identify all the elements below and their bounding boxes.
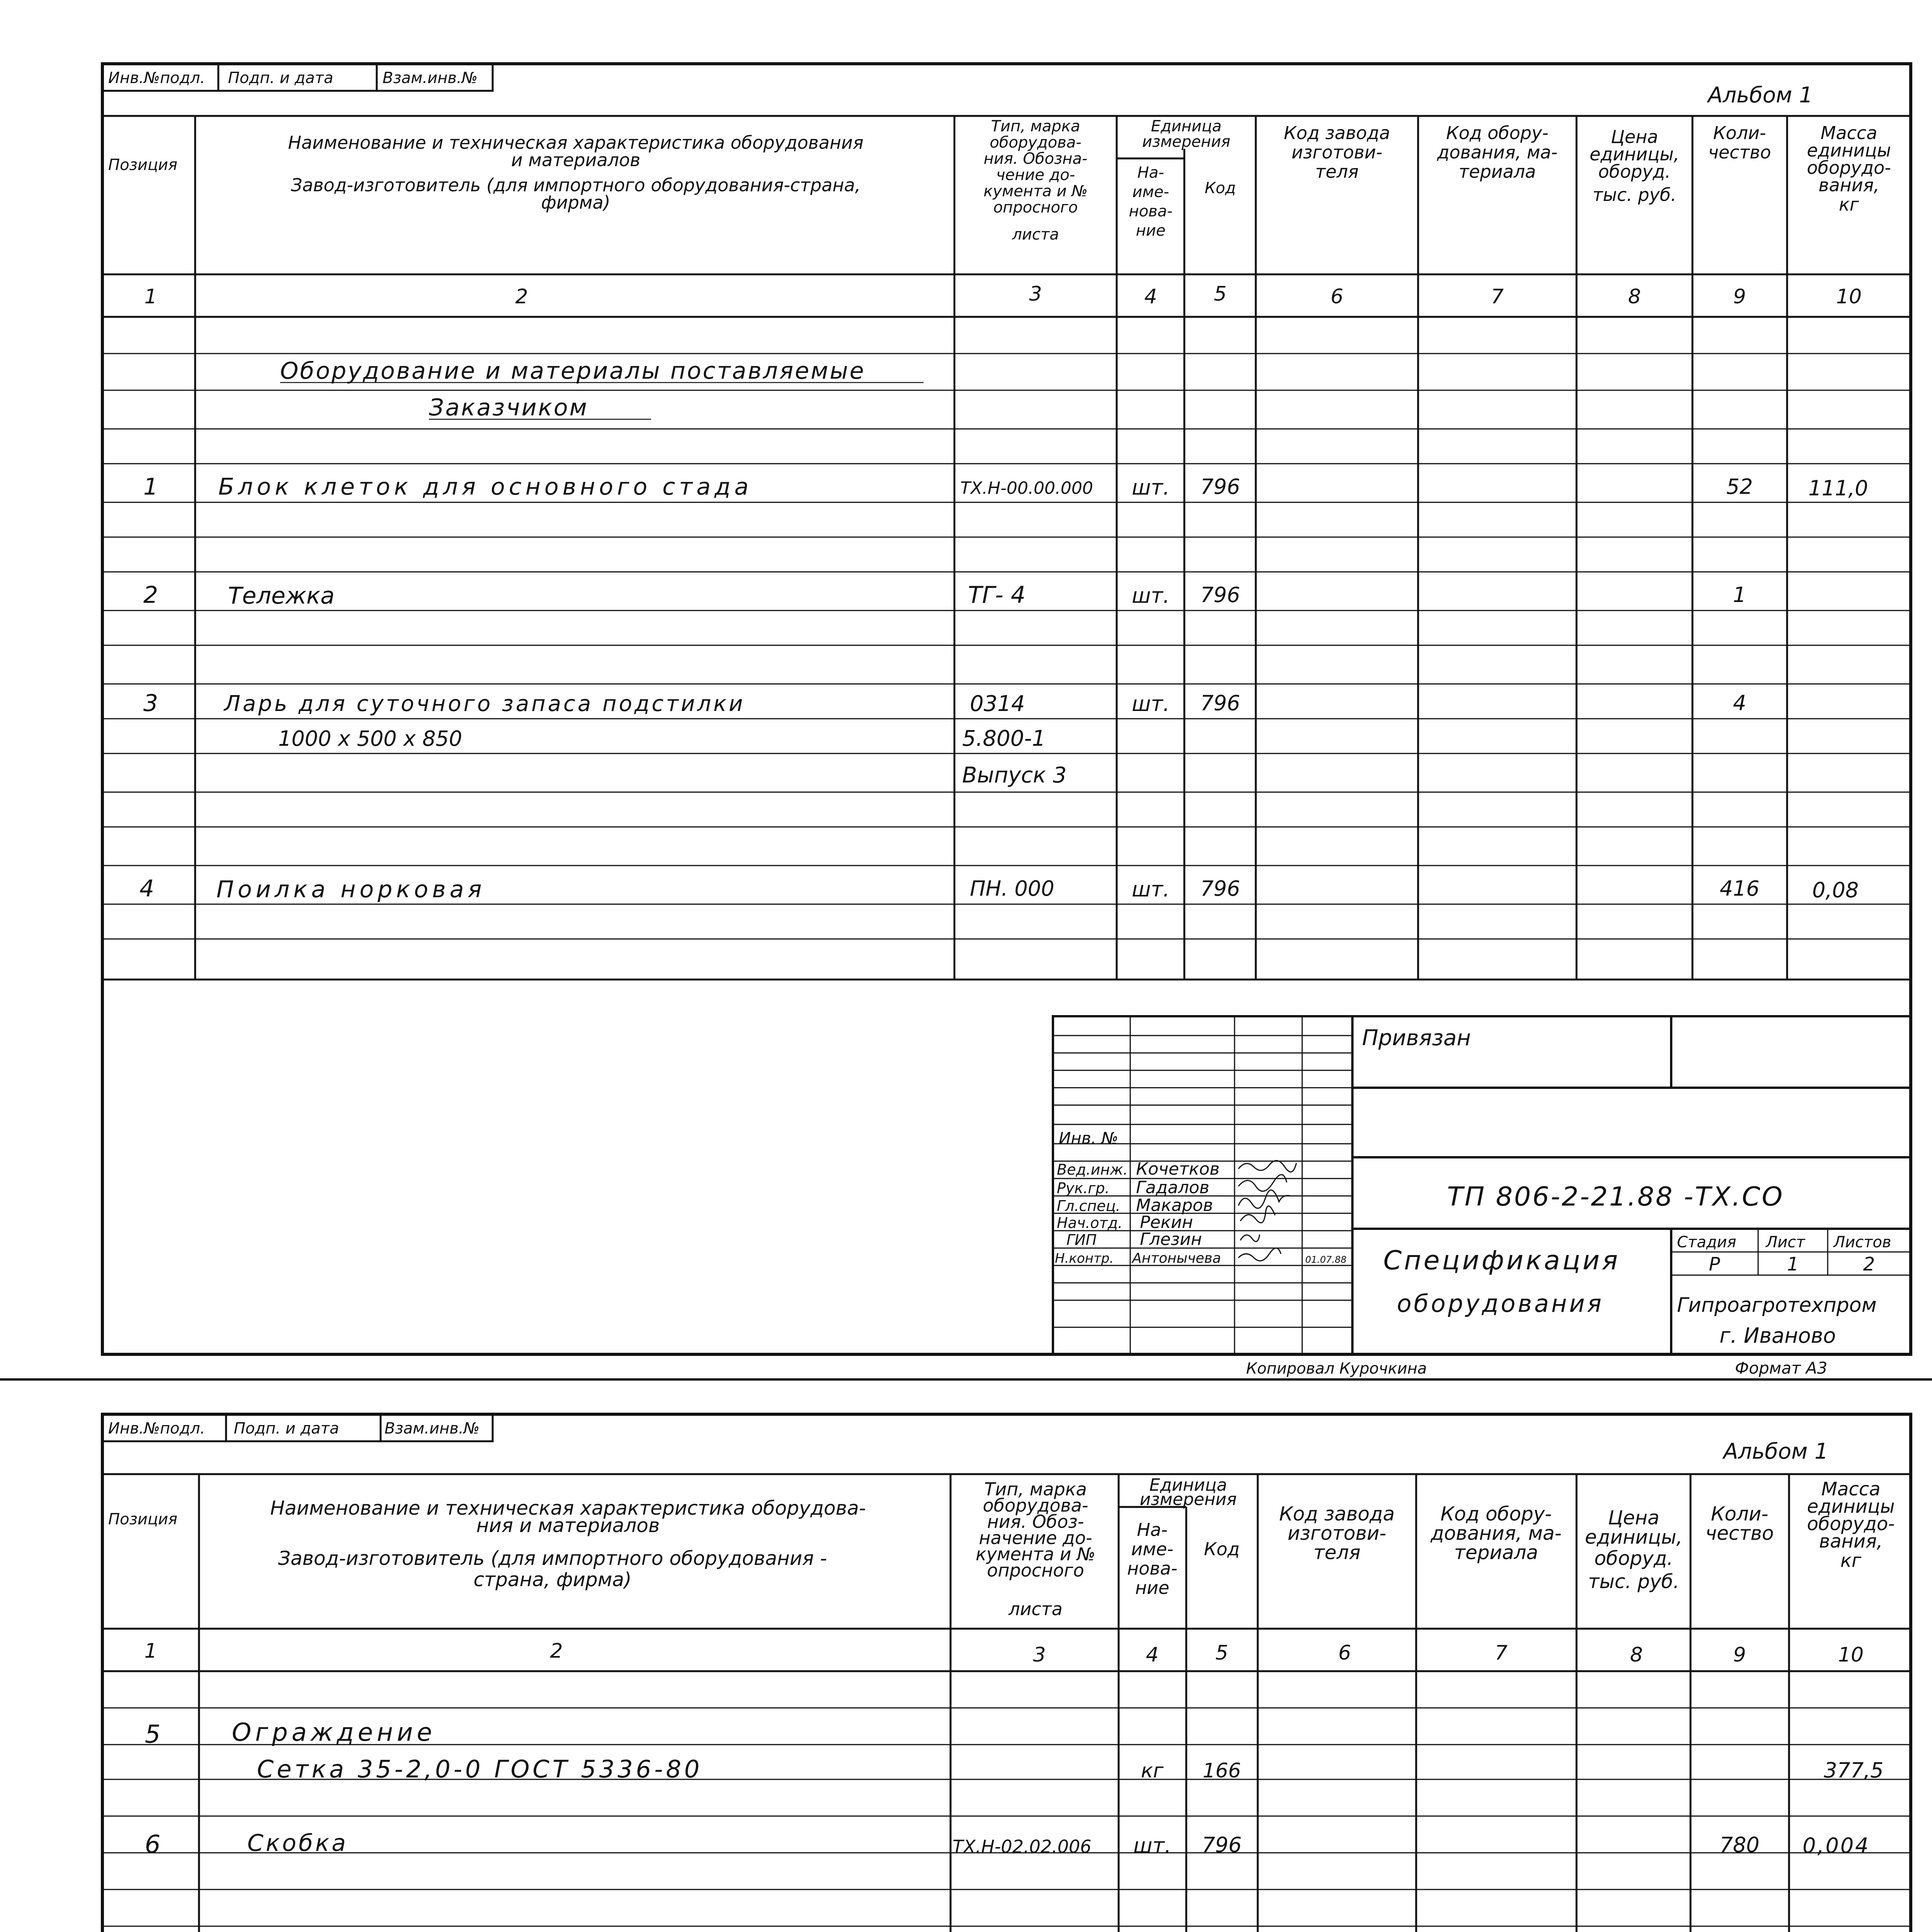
row-code: 796 (1202, 1833, 1242, 1857)
sheet-value: 1 (1787, 1253, 1799, 1275)
person-name: Антонычева (1132, 1250, 1221, 1266)
row-type-3: Выпуск 3 (962, 763, 1067, 788)
header-equip-l2: дования, ма- (1430, 1522, 1562, 1544)
stamp-inv: Инв.№подл. (108, 1420, 205, 1437)
colnum: 5 (1214, 282, 1227, 306)
header-position: Позиция (108, 156, 178, 174)
colnum: 10 (1836, 285, 1862, 308)
header-equip: Код обору- (1446, 122, 1549, 143)
colnum: 2 (550, 1639, 563, 1663)
row-code: 166 (1202, 1759, 1241, 1782)
header-qty-l2: чество (1705, 1522, 1774, 1544)
role-label: Рук.гр. (1057, 1180, 1110, 1197)
doc-code: ТП 806-2-21.88 -ТХ.СО (1447, 1182, 1784, 1212)
row-mass: 111,0 (1808, 476, 1868, 500)
header-unit-name-l4: ние (1135, 1577, 1170, 1598)
header-type-l2: оборудова- (983, 1495, 1088, 1516)
person-name: Кочетков (1136, 1159, 1220, 1179)
copied-by: Копировал Курочкина (1246, 1360, 1427, 1378)
header-type-l6: опросного (993, 199, 1078, 216)
header-equip: Код обору- (1440, 1503, 1552, 1525)
sheet1-title-block-text (1055, 1026, 1891, 1378)
row-qty: 780 (1719, 1833, 1760, 1857)
inv-label: Инв. № (1059, 1129, 1119, 1148)
person-name: Гадалов (1136, 1178, 1209, 1197)
stage-header: Стадия (1677, 1233, 1736, 1251)
header-price-l2: единицы, (1589, 144, 1680, 165)
header-price-l4: тыс. руб. (1588, 1570, 1679, 1593)
row-unit: кг (1141, 1759, 1164, 1782)
header-mass-l5: кг (1839, 194, 1859, 215)
person-name: Глезин (1140, 1230, 1202, 1249)
header-type-l6: опросного (987, 1560, 1084, 1581)
header-equip-l3: териала (1454, 1541, 1538, 1564)
header-unit-l2: измерения (1142, 133, 1231, 151)
colnum: 9 (1733, 285, 1746, 308)
role-label: Н.контр. (1055, 1251, 1114, 1266)
header-mass: Масса (1821, 1478, 1881, 1500)
header-price-l3: оборуд. (1598, 161, 1671, 182)
sheet2-table-header (108, 1475, 1895, 1619)
row-unit: шт. (1131, 877, 1170, 901)
colnum: 7 (1491, 285, 1504, 308)
row-mass: 0,004 (1803, 1833, 1870, 1858)
header-equip-l3: териала (1459, 161, 1536, 182)
colnum: 1 (144, 285, 157, 308)
sheets-header: Листов (1833, 1233, 1891, 1251)
header-mass-l2: единицы (1807, 1496, 1895, 1517)
header-name: Наименование и техническая характеристика оборудова- (270, 1497, 866, 1519)
header-name-l3: Завод-изготовитель (для импортного оборудования - (278, 1547, 827, 1570)
header-type: Тип, марка (991, 117, 1080, 135)
sheet1-rows (139, 473, 1868, 903)
table-row (139, 875, 1859, 903)
row-name-2: Сетка 35-2,0-0 ГОСТ 5336-80 (257, 1755, 703, 1783)
colnum: 9 (1733, 1643, 1746, 1667)
doc-title-l2: оборудования (1397, 1289, 1604, 1318)
header-plant-l3: теля (1313, 1541, 1361, 1564)
colnum: 4 (1146, 1643, 1159, 1667)
header-unit-name-l3: нова- (1127, 1558, 1178, 1579)
header-type-l7: листа (1012, 226, 1059, 243)
header-type-l3: ния. Обозна- (983, 150, 1088, 168)
row-name: Тележка (228, 582, 335, 609)
sheet2-column-numbers (144, 1639, 1864, 1667)
header-price-l3: оборуд. (1594, 1547, 1673, 1570)
org-city: г. Иваново (1719, 1323, 1836, 1348)
header-unit-name: На- (1137, 1519, 1168, 1540)
header-type-l7: листа (1009, 1599, 1063, 1619)
header-price-l4: тыс. руб. (1592, 184, 1677, 205)
row-name-2: 1000 х 500 х 850 (278, 726, 463, 751)
row-pos: 6 (145, 1830, 161, 1859)
stamp-sign: Подп. и дата (228, 69, 333, 87)
sheet1-section-heading (280, 357, 866, 421)
table-row (143, 473, 1868, 500)
header-plant: Код завода (1284, 122, 1390, 143)
colnum: 6 (1338, 1641, 1351, 1665)
row-unit: шт. (1131, 583, 1170, 608)
header-type-l2: оборудова- (990, 134, 1082, 151)
table-row (143, 582, 1746, 609)
row-unit: шт. (1133, 1833, 1172, 1858)
album-label: Альбом 1 (1723, 1439, 1828, 1464)
header-unit-name: На- (1137, 164, 1164, 182)
header-unit: Единица (1149, 1475, 1227, 1495)
format-label: Формат А3 (1735, 1359, 1828, 1378)
colnum: 8 (1628, 285, 1641, 308)
row-pos: 1 (143, 473, 158, 500)
role-label: ГИП (1066, 1231, 1097, 1248)
section-heading-l1: Оборудование и материалы поставляемые (280, 357, 866, 384)
row-name: Скобка (247, 1830, 348, 1857)
row-name: Поилка норковая (216, 876, 486, 903)
section-heading-l2: Заказчиком (429, 394, 588, 421)
row-pos: 3 (143, 690, 158, 717)
colnum: 3 (1033, 1643, 1046, 1667)
colnum: 8 (1630, 1643, 1643, 1667)
header-unit: Единица (1151, 117, 1222, 135)
stamp-sign: Подп. и дата (234, 1420, 339, 1437)
header-mass-l4: вания, (1818, 175, 1879, 196)
header-mass: Масса (1820, 122, 1878, 143)
header-mass-l5: кг (1840, 1550, 1862, 1571)
role-label: Вед.инж. (1057, 1161, 1128, 1178)
row-qty: 1 (1733, 583, 1747, 607)
row-type: ТХ.Н-00.00.000 (960, 478, 1093, 498)
header-type-l4: чение до- (996, 166, 1075, 184)
privyazan-label: Привязан (1362, 1026, 1471, 1051)
header-position: Позиция (108, 1510, 178, 1528)
doc-title-l1: Спецификация (1383, 1245, 1620, 1276)
row-code: 796 (1200, 691, 1240, 715)
header-plant-l2: изготови- (1291, 142, 1383, 163)
row-mass: 377,5 (1824, 1758, 1884, 1782)
row-name: Ограждение (232, 1718, 436, 1747)
header-name-l4: фирма) (541, 192, 611, 213)
header-mass-l3: оборудо- (1807, 1513, 1895, 1535)
header-qty-l2: чество (1708, 142, 1771, 163)
row-name: Блок клеток для основного стада (218, 473, 753, 500)
sheet2-rows (145, 1718, 1884, 1859)
header-name-l2: и материалов (511, 150, 641, 170)
header-price: Цена (1608, 1507, 1660, 1529)
sheet2-stamp (108, 1420, 480, 1437)
header-type-l4: начение до- (979, 1527, 1092, 1548)
header-plant-l2: изготови- (1287, 1522, 1386, 1544)
header-unit-code: Код (1204, 1539, 1240, 1560)
sheet1-table-header (108, 117, 1891, 243)
header-qty: Коли- (1711, 1503, 1769, 1525)
row-pos: 5 (145, 1720, 161, 1749)
header-price: Цена (1611, 126, 1658, 147)
header-plant-l3: теля (1315, 161, 1359, 182)
header-type-l5: кумента и № (983, 182, 1088, 200)
header-mass-l2: единицы (1807, 140, 1891, 161)
person-name: Рекин (1140, 1213, 1193, 1232)
header-plant: Код завода (1279, 1503, 1395, 1525)
header-type-l3: ния. Обоз- (987, 1511, 1084, 1532)
header-equip-l2: дования, ма- (1437, 142, 1558, 163)
header-unit-name-l2: име- (1132, 183, 1169, 201)
role-label: Гл.спец. (1057, 1197, 1121, 1214)
header-unit-code: Код (1204, 179, 1236, 197)
row-type: ПН. 000 (970, 876, 1054, 901)
header-unit-name-l4: ние (1136, 222, 1166, 240)
row-qty: 52 (1726, 474, 1753, 499)
colnum: 3 (1029, 282, 1042, 306)
header-type: Тип, марка (984, 1479, 1087, 1500)
stamp-vzam: Взам.инв.№ (384, 1420, 480, 1437)
row-qty: 4 (1733, 691, 1747, 715)
colnum: 5 (1215, 1641, 1228, 1665)
role-label: Нач.отд. (1057, 1214, 1123, 1231)
stamp-vzam: Взам.инв.№ (383, 69, 478, 87)
row-pos: 2 (143, 582, 158, 609)
table-row (143, 690, 1746, 788)
colnum: 10 (1838, 1643, 1864, 1667)
table-row (145, 1830, 1870, 1859)
header-mass-l3: оборудо- (1807, 157, 1891, 178)
stage-value: Р (1709, 1253, 1720, 1275)
colnum: 1 (144, 1639, 157, 1663)
header-type-l5: кумента и № (975, 1544, 1096, 1565)
header-name-l4: страна, фирма) (473, 1568, 632, 1591)
row-name: Ларь для суточного запаса подстилки (224, 691, 745, 716)
header-name: Наименование и техническая характеристика оборудования (288, 132, 864, 153)
sheets-value: 2 (1863, 1253, 1875, 1275)
header-unit-name-l2: име- (1131, 1539, 1173, 1560)
row-code: 796 (1200, 583, 1240, 607)
header-name-l3: Завод-изготовитель (для импортного оборудования-страна, (291, 175, 861, 196)
sign-date: 01.07.88 (1305, 1254, 1347, 1265)
header-price-l2: единицы, (1585, 1526, 1683, 1548)
org-name: Гипроагротехпром (1677, 1294, 1877, 1317)
colnum: 4 (1144, 285, 1157, 308)
row-qty: 416 (1719, 876, 1760, 901)
sheet1-column-numbers (144, 282, 1862, 308)
sheet1-stamp (108, 69, 478, 87)
colnum: 6 (1330, 285, 1344, 308)
person-name: Макаров (1136, 1196, 1213, 1215)
row-type-2: 5.800-1 (962, 726, 1046, 751)
colnum: 2 (515, 285, 528, 308)
row-pos: 4 (139, 875, 155, 902)
table-row (145, 1718, 1884, 1783)
row-code: 796 (1200, 876, 1240, 901)
header-qty: Коли- (1713, 122, 1766, 143)
colnum: 7 (1495, 1641, 1508, 1665)
row-type: ТГ- 4 (968, 582, 1026, 609)
row-unit: шт. (1131, 475, 1170, 500)
stamp-inv: Инв.№подл. (108, 69, 205, 87)
header-mass-l4: вания, (1819, 1531, 1883, 1552)
row-unit: шт. (1131, 692, 1170, 716)
row-mass: 0,08 (1812, 878, 1859, 902)
header-unit-name-l3: нова- (1129, 202, 1173, 220)
row-code: 796 (1200, 474, 1240, 499)
sheet-header: Лист (1766, 1233, 1805, 1251)
header-unit-l2: измерения (1139, 1490, 1237, 1509)
album-label: Альбом 1 (1708, 83, 1813, 108)
row-type: 0314 (970, 691, 1025, 716)
header-name-l2: ния и материалов (476, 1514, 660, 1537)
row-type: ТХ.Н-02.02.006 (952, 1836, 1092, 1857)
